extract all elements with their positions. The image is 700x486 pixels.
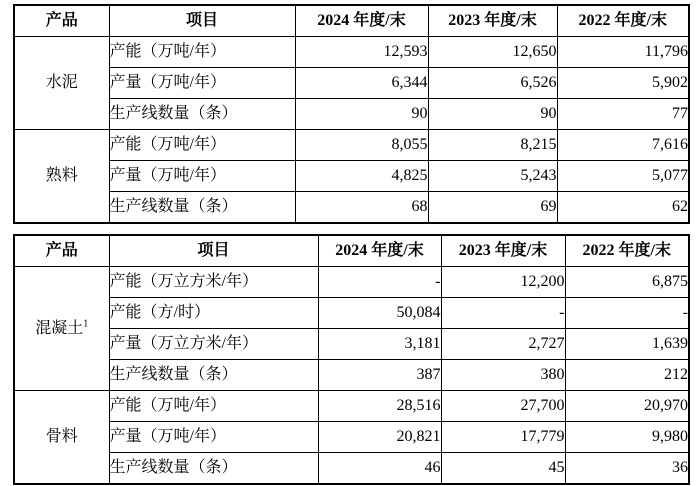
value-cell: 6,344 bbox=[295, 68, 428, 99]
capacity-table-cement-clinker bbox=[13, 4, 690, 224]
table-row bbox=[14, 391, 689, 422]
table-row bbox=[14, 360, 689, 391]
header-item: 项目 bbox=[109, 5, 295, 37]
table-row bbox=[14, 453, 689, 485]
value-cell: 9,980 bbox=[565, 422, 689, 453]
table-row bbox=[14, 130, 689, 161]
product-label: 水泥 bbox=[45, 74, 78, 92]
footnote-marker: 1 bbox=[83, 318, 89, 330]
table-row bbox=[14, 267, 689, 298]
table-row bbox=[14, 37, 689, 68]
value-cell: 8,055 bbox=[295, 130, 428, 161]
item-cell: 生产线数量（条） bbox=[109, 192, 295, 224]
product-cell-aggregate bbox=[14, 391, 109, 485]
header-year-2022: 2022 年度/末 bbox=[557, 5, 689, 37]
table-row bbox=[14, 68, 689, 99]
item-cell: 生产线数量（条） bbox=[109, 99, 295, 130]
value-cell: 20,821 bbox=[318, 422, 441, 453]
product-cell-clinker bbox=[14, 130, 109, 224]
value-cell: 387 bbox=[318, 360, 441, 391]
product-cell-concrete bbox=[14, 267, 109, 391]
item-cell: 生产线数量（条） bbox=[109, 360, 318, 391]
header-year-2022: 2022 年度/末 bbox=[565, 235, 689, 267]
value-cell: 12,200 bbox=[441, 267, 565, 298]
value-cell: 7,616 bbox=[557, 130, 689, 161]
value-cell: 27,700 bbox=[441, 391, 565, 422]
item-cell: 产能（万吨/年） bbox=[109, 130, 295, 161]
table-row bbox=[14, 161, 689, 192]
item-cell: 生产线数量（条） bbox=[109, 453, 318, 485]
value-cell: 12,650 bbox=[428, 37, 557, 68]
item-cell: 产能（万吨/年） bbox=[109, 37, 295, 68]
value-cell: 90 bbox=[428, 99, 557, 130]
value-cell: - bbox=[318, 267, 441, 298]
value-cell: 77 bbox=[557, 99, 689, 130]
value-cell: 62 bbox=[557, 192, 689, 224]
product-label: 熟料 bbox=[45, 167, 78, 185]
value-cell: 12,593 bbox=[295, 37, 428, 68]
table-row bbox=[14, 99, 689, 130]
table-row bbox=[14, 422, 689, 453]
value-cell: 6,875 bbox=[565, 267, 689, 298]
value-cell: 3,181 bbox=[318, 329, 441, 360]
value-cell: 1,639 bbox=[565, 329, 689, 360]
header-year-2023: 2023 年度/末 bbox=[441, 235, 565, 267]
header-year-2024: 2024 年度/末 bbox=[318, 235, 441, 267]
value-cell: 380 bbox=[441, 360, 565, 391]
table-header-row bbox=[14, 235, 689, 267]
value-cell: 5,243 bbox=[428, 161, 557, 192]
item-cell: 产量（万吨/年） bbox=[109, 422, 318, 453]
value-cell: 17,779 bbox=[441, 422, 565, 453]
header-product: 产品 bbox=[14, 235, 109, 267]
value-cell: 5,077 bbox=[557, 161, 689, 192]
value-cell: - bbox=[565, 298, 689, 329]
value-cell: 11,796 bbox=[557, 37, 689, 68]
value-cell: 90 bbox=[295, 99, 428, 130]
value-cell: 20,970 bbox=[565, 391, 689, 422]
value-cell: 2,727 bbox=[441, 329, 565, 360]
product-label: 骨料 bbox=[45, 428, 78, 446]
value-cell: 212 bbox=[565, 360, 689, 391]
value-cell: 8,215 bbox=[428, 130, 557, 161]
header-product: 产品 bbox=[14, 5, 109, 37]
table-row bbox=[14, 192, 689, 224]
capacity-table-concrete-aggregate bbox=[13, 234, 690, 485]
item-cell: 产能（万吨/年） bbox=[109, 391, 318, 422]
product-cell-cement bbox=[14, 37, 109, 130]
table-row bbox=[14, 298, 689, 329]
value-cell: 5,902 bbox=[557, 68, 689, 99]
item-cell: 产能（方/时） bbox=[109, 298, 318, 329]
value-cell: - bbox=[441, 298, 565, 329]
value-cell: 28,516 bbox=[318, 391, 441, 422]
table-row bbox=[14, 329, 689, 360]
item-cell: 产量（万立方米/年） bbox=[109, 329, 318, 360]
value-cell: 6,526 bbox=[428, 68, 557, 99]
value-cell: 50,084 bbox=[318, 298, 441, 329]
value-cell: 68 bbox=[295, 192, 428, 224]
table-header-row bbox=[14, 5, 689, 37]
header-item: 项目 bbox=[109, 235, 318, 267]
item-cell: 产量（万吨/年） bbox=[109, 161, 295, 192]
value-cell: 69 bbox=[428, 192, 557, 224]
value-cell: 4,825 bbox=[295, 161, 428, 192]
value-cell: 36 bbox=[565, 453, 689, 485]
product-label: 混凝土 bbox=[35, 319, 84, 337]
item-cell: 产能（万立方米/年） bbox=[109, 267, 318, 298]
value-cell: 45 bbox=[441, 453, 565, 485]
item-cell: 产量（万吨/年） bbox=[109, 68, 295, 99]
header-year-2024: 2024 年度/末 bbox=[295, 5, 428, 37]
header-year-2023: 2023 年度/末 bbox=[428, 5, 557, 37]
value-cell: 46 bbox=[318, 453, 441, 485]
